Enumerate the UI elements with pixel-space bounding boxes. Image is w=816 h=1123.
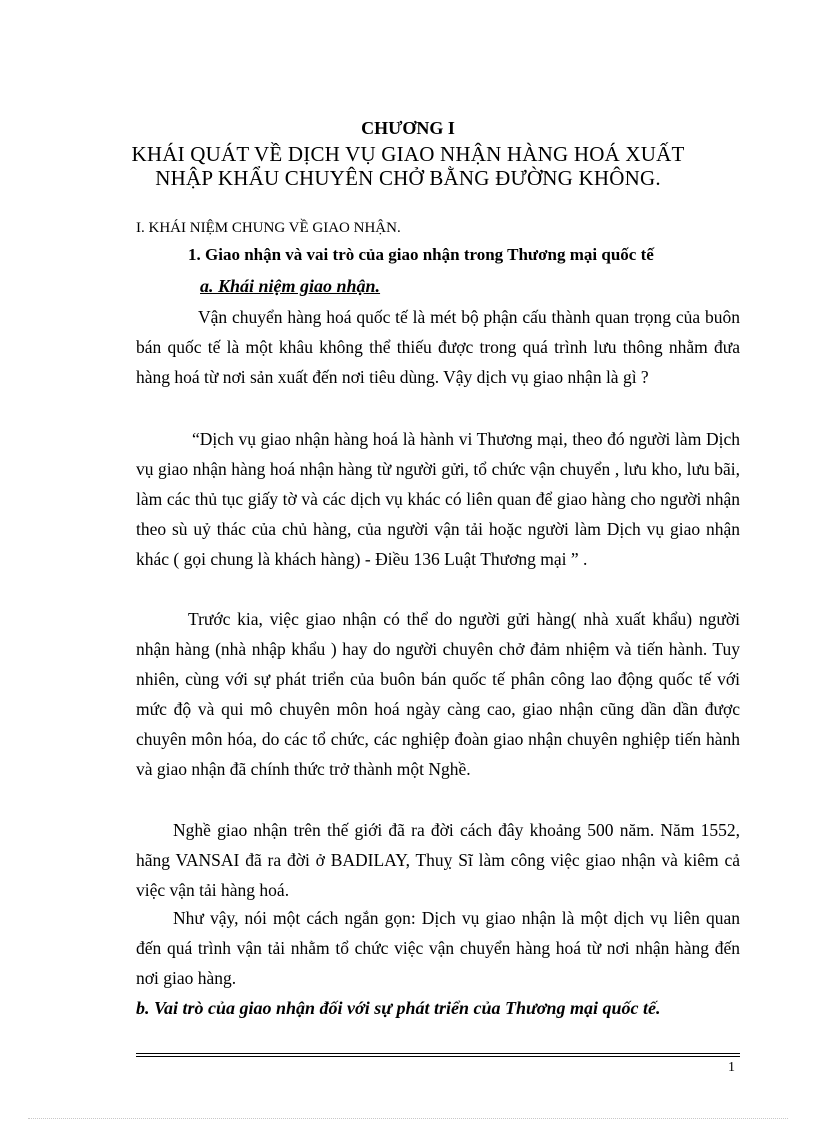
chapter-title-line-1: KHÁI QUÁT VỀ DỊCH VỤ GIAO NHẬN HÀNG HOÁ XUẤT [131, 142, 685, 166]
chapter-label: CHƯƠNG I [361, 118, 455, 138]
paragraph: “Dịch vụ giao nhận hàng hoá là hành vi Thương mại, theo đó người làm Dịch vụ giao nhận hàng hoá nhận hàng từ người gửi, tổ chức vận chuyển , lưu kho, lưu bãi, làm các thủ tục giấy tờ và các dịch vụ khác có liên quan để giao hàng cho người nhận theo sù uỷ thác của chủ hàng, của người vận tải hoặc người làm Dịch vụ giao nhận khác ( gọi chung là khách hàng) - Điều 136 Luật Thương mại ” . [136, 429, 740, 569]
page-number: 1 [728, 1060, 735, 1075]
chapter-title-line-2: NHẬP KHẨU CHUYÊN CHỞ BẰNG ĐƯỜNG KHÔNG. [155, 166, 661, 190]
subheading-1: 1. Giao nhận và vai trò của giao nhận trong Thương mại quốc tế [188, 245, 654, 264]
paragraph: Như vậy, nói một cách ngắn gọn: Dịch vụ giao nhận là một dịch vụ liên quan đến quá trình vận tải nhằm tổ chức việc vận chuyển hàng hoá từ nơi nhận hàng đến nơi giao hàng. [136, 908, 740, 988]
footer-rule [136, 1056, 740, 1057]
subheading-b: b. Vai trò của giao nhận đối với sự phát triển của Thương mại quốc tế. [136, 998, 661, 1018]
page-bottom-divider [28, 1118, 788, 1119]
footer-rule [136, 1053, 740, 1054]
subheading-a: a. Khái niệm giao nhận. [200, 276, 381, 296]
section-heading: I. KHÁI NIỆM CHUNG VỀ GIAO NHẬN. [136, 220, 401, 236]
paragraph: Trước kia, việc giao nhận có thể do người gửi hàng( nhà xuất khẩu) người nhận hàng (nhà nhập khẩu ) hay do người chuyên chở đảm nhiệm và tiến hành. Tuy nhiên, cùng với sự phát triển của buôn bán quốc tế phân công lao động quốc tế với mức độ và qui mô chuyên môn hoá ngày càng cao, giao nhận cũng dần dần được chuyên môn hóa, do các tổ chức, các nghiệp đoàn giao nhận chuyên nghiệp tiến hành và giao nhận đã chính thức trở thành một Nghề. [136, 609, 740, 779]
paragraph: Vận chuyển hàng hoá quốc tế là mét bộ phận cấu thành quan trọng của buôn bán quốc tế là một khâu không thể thiếu được trong quá trình lưu thông nhằm đưa hàng hoá từ nơi sản xuất đến nơi tiêu dùng. Vậy dịch vụ giao nhận là gì ? [136, 307, 740, 387]
paragraph: Nghề giao nhận trên thế giới đã ra đời cách đây khoảng 500 năm. Năm 1552, hãng VANSAI đã ra đời ở BADILAY, Thuỵ Sĩ làm công việc giao nhận và kiêm cả việc vận tải hàng hoá. [136, 820, 740, 900]
